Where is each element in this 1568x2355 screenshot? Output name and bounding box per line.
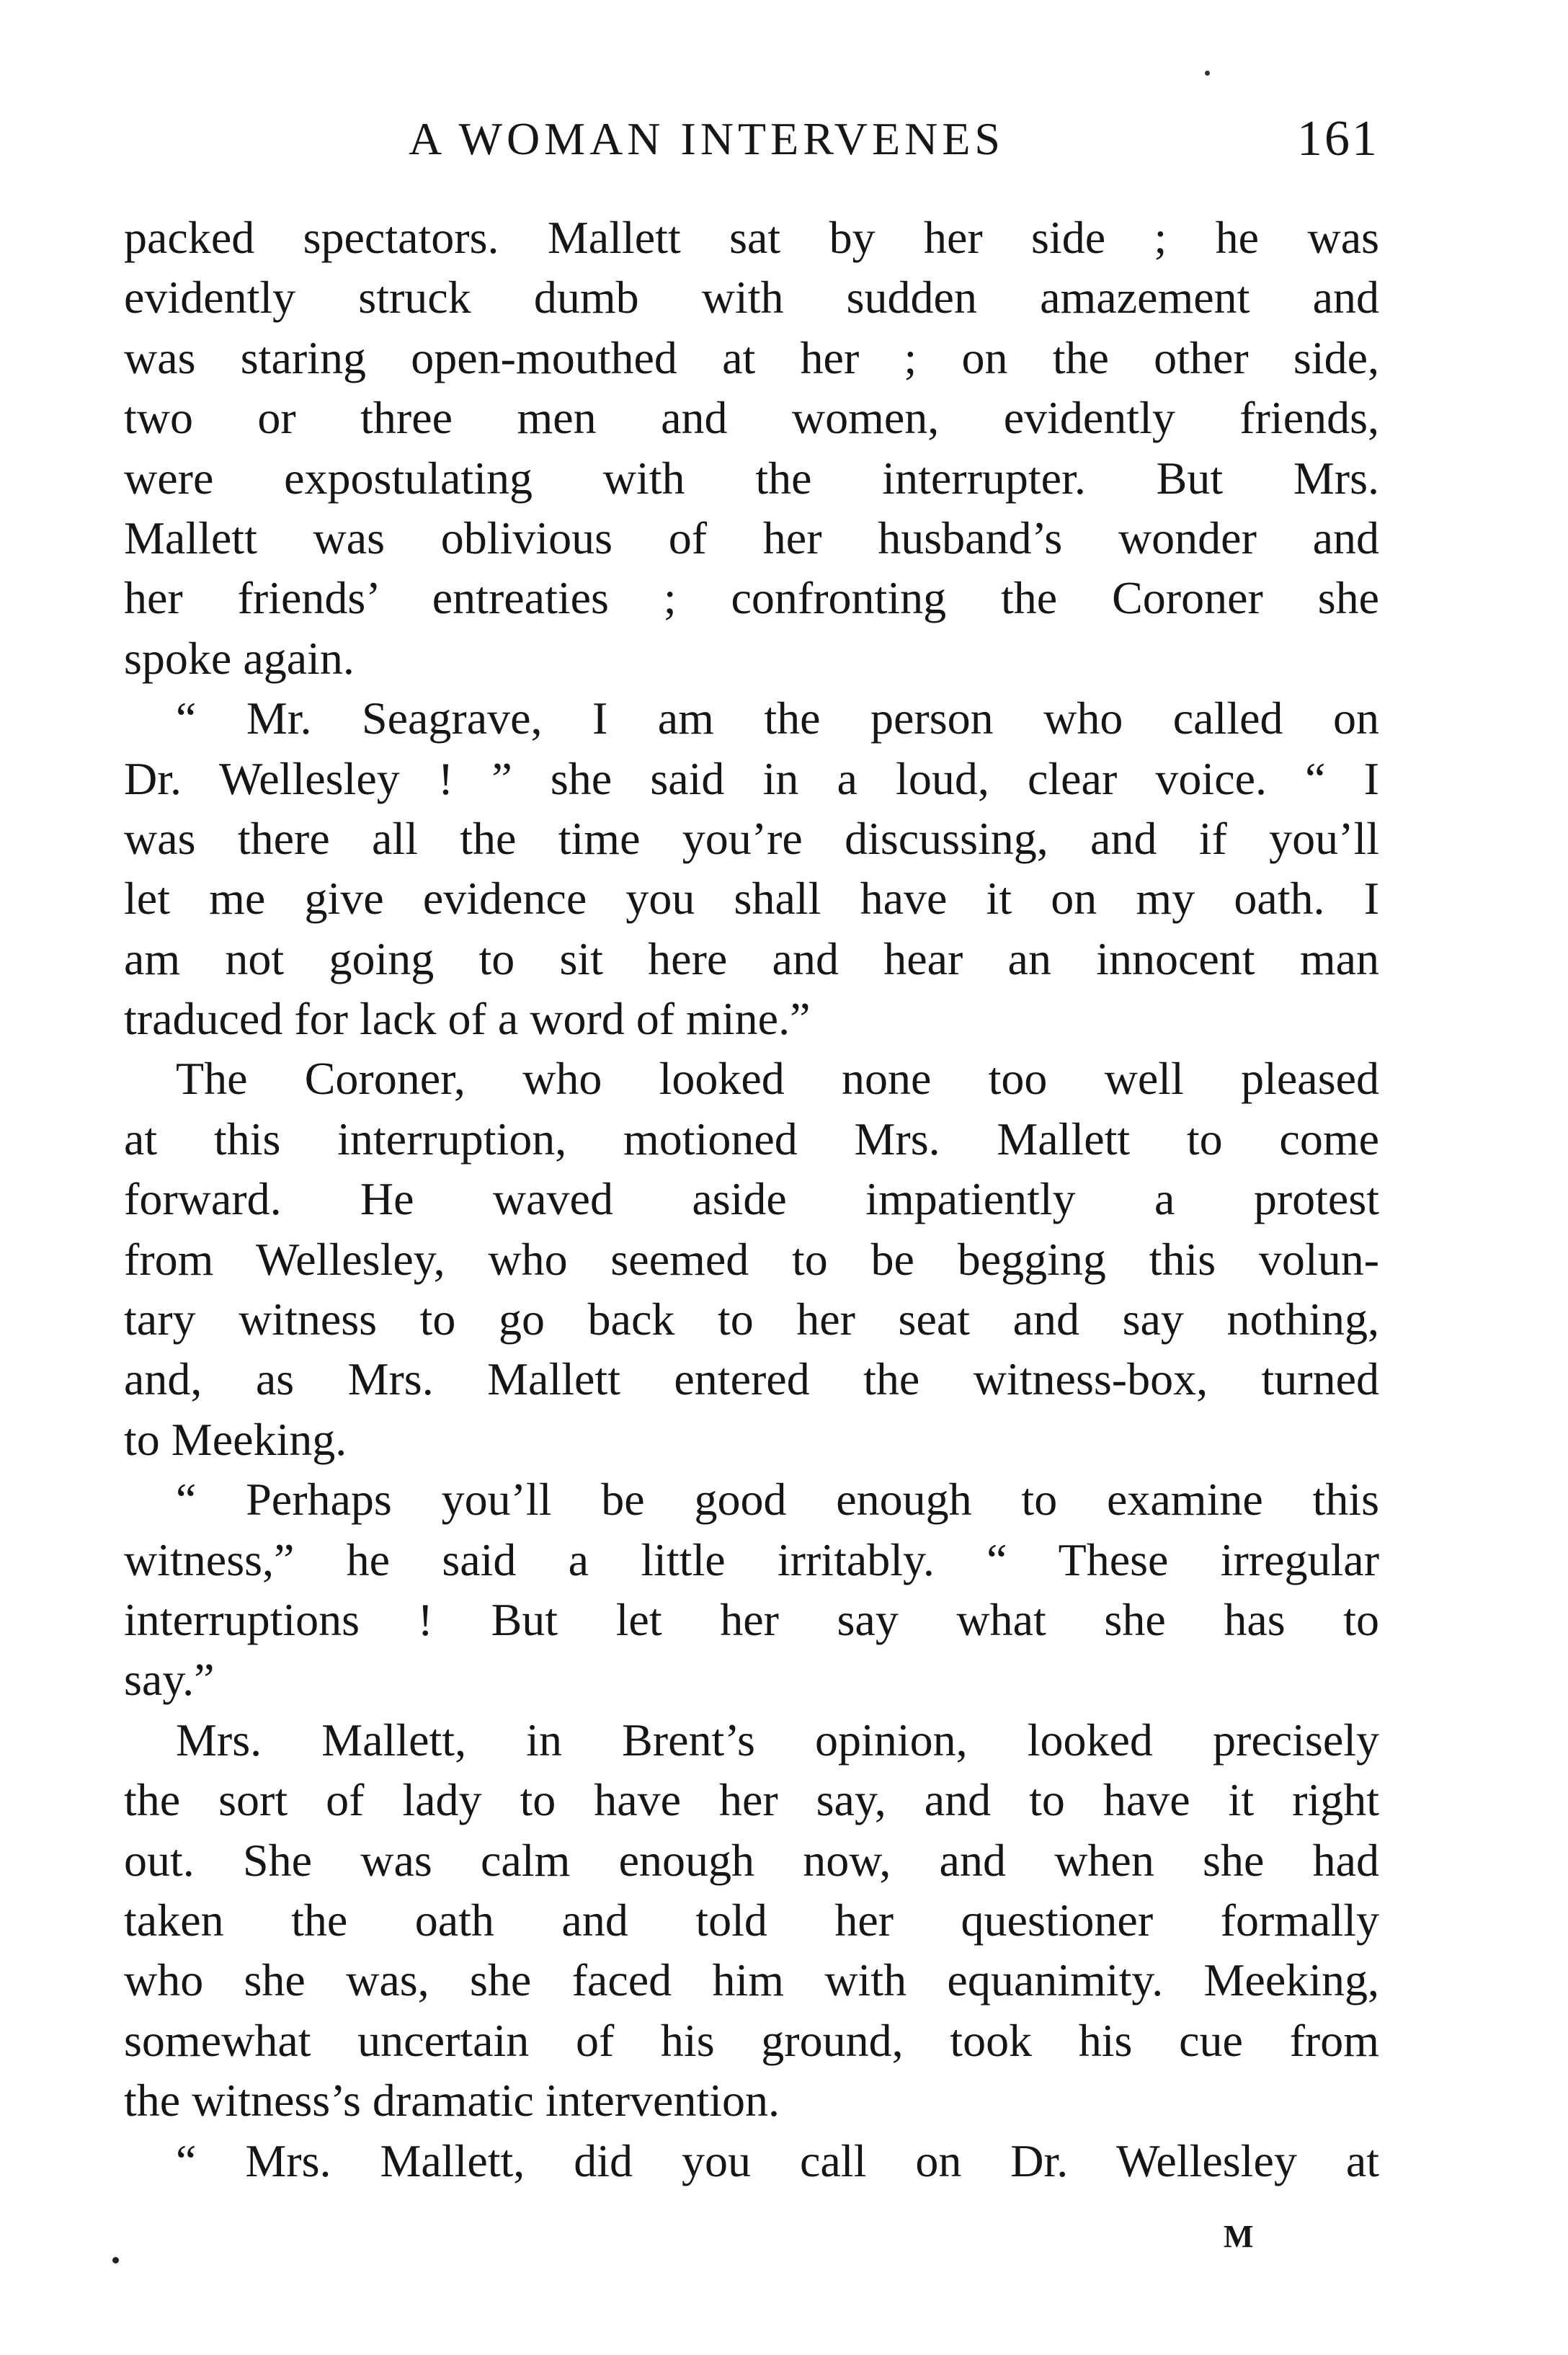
text-line: was there all the time you’re discussing, and if you’ll	[124, 812, 1379, 864]
text-line: two or three men and women, evidently friends,	[124, 392, 1379, 444]
text-line: spoke again.	[124, 632, 355, 684]
text-line: am not going to sit here and hear an innocent man	[124, 932, 1379, 984]
text-line: interruptions ! But let her say what she has to	[124, 1593, 1379, 1645]
text-line: Mrs. Mallett, in Brent’s opinion, looked precisely	[176, 1714, 1379, 1766]
text-line: evidently struck dumb with sudden amazement and	[124, 272, 1379, 324]
body-text	[124, 208, 1379, 2191]
text-line: Mallett was oblivious of her husband’s wonder and	[124, 512, 1379, 564]
text-line: somewhat uncertain of his ground, took his cue from	[124, 2014, 1379, 2066]
page-header	[124, 107, 1379, 172]
text-line: who she was, she faced him with equanimity. Meeking,	[124, 1954, 1379, 2006]
text-line: and, as Mrs. Mallett entered the witness-box, turned	[124, 1353, 1379, 1405]
text-line: let me give evidence you shall have it on my oath. I	[124, 873, 1379, 925]
text-line: was staring open-mouthed at her ; on the other side,	[124, 331, 1379, 383]
text-line: taken the oath and told her questioner formally	[124, 1894, 1379, 1946]
text-line: forward. He waved aside impatiently a protest	[124, 1173, 1379, 1225]
ink-speck	[1205, 71, 1210, 76]
running-title: A WOMAN INTERVENES	[409, 113, 1004, 164]
text-line: Dr. Wellesley ! ” she said in a loud, clear voice. “ I	[124, 752, 1379, 804]
text-line: to Meeking.	[124, 1413, 347, 1465]
text-line: “ Perhaps you’ll be good enough to examine this	[176, 1474, 1379, 1526]
signature-mark: M	[1224, 2219, 1255, 2254]
text-line: her friends’ entreaties ; confronting the Coroner she	[124, 572, 1379, 624]
ink-speck	[112, 2257, 119, 2263]
text-line: traduced for lack of a word of mine.”	[124, 993, 811, 1045]
text-line: tary witness to go back to her seat and say nothing,	[124, 1294, 1379, 1345]
text-line: were expostulating with the interrupter. But Mrs.	[124, 452, 1379, 504]
text-line: from Wellesley, who seemed to be begging this volun-	[124, 1233, 1379, 1285]
text-line: out. She was calm enough now, and when she had	[124, 1834, 1379, 1886]
text-line: the witness’s dramatic intervention.	[124, 2075, 780, 2127]
text-line: packed spectators. Mallett sat by her side ; he was	[124, 212, 1379, 263]
text-line: witness,” he said a little irritably. “ These irregular	[124, 1533, 1379, 1585]
text-line: at this interruption, motioned Mrs. Mallett to come	[124, 1113, 1379, 1165]
page-number: 161	[1297, 111, 1379, 166]
text-line: the sort of lady to have her say, and to have it right	[124, 1774, 1379, 1826]
text-line: “ Mrs. Mallett, did you call on Dr. Wellesley at	[176, 2134, 1379, 2186]
text-line: say.”	[124, 1654, 215, 1706]
text-line: The Coroner, who looked none too well pleased	[176, 1053, 1379, 1105]
text-line: “ Mr. Seagrave, I am the person who called on	[176, 693, 1379, 744]
